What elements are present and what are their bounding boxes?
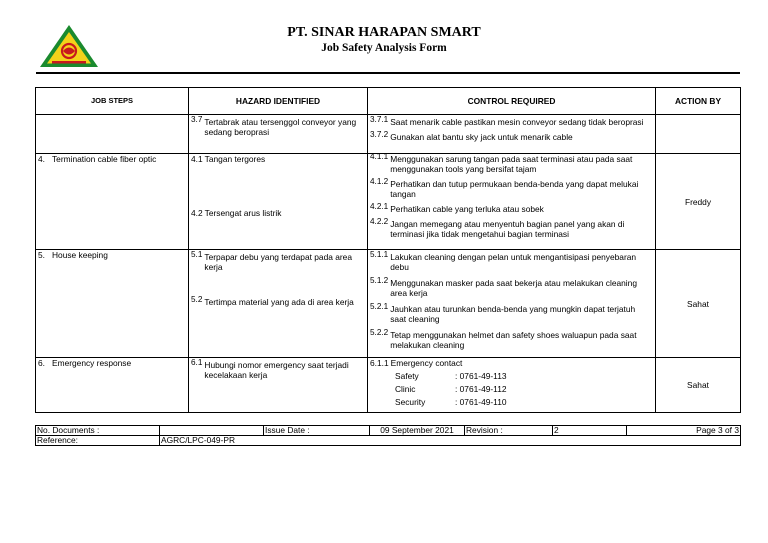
control-number: 3.7.2 (370, 130, 389, 139)
document-footer (35, 425, 741, 446)
job-step-cell (36, 154, 189, 250)
header-action-by: ACTION BY (656, 88, 741, 115)
control-item (370, 304, 653, 324)
step-text: Emergency response (52, 358, 132, 368)
hazard-cell (189, 154, 368, 250)
emergency-contact-clinic (370, 384, 653, 394)
control-number: 4.2.2 (370, 217, 389, 226)
header-divider (36, 72, 740, 74)
control-text: Jauhkan atau turunkan benda-benda yang mungkin dapat terjatuh saat cleaning (390, 304, 636, 324)
control-item (370, 358, 653, 368)
control-item (370, 330, 653, 350)
hazard-text: Tersengat arus listrik (204, 208, 282, 218)
emergency-contact-safety (370, 371, 653, 381)
hazard-item (191, 297, 365, 307)
header-hazard-identified: HAZARD IDENTIFIED (189, 88, 368, 115)
header-control-required: CONTROL REQUIRED (368, 88, 656, 115)
control-item (370, 132, 653, 142)
issue-date-label: Issue Date : (264, 426, 370, 436)
control-item (370, 278, 653, 298)
table-row (36, 250, 741, 358)
hazard-number: 6.1 (191, 358, 203, 367)
table-row (36, 358, 741, 413)
reference-value: AGRC/LPC-049-PR (160, 436, 741, 446)
page-number: Page 3 of 3 (627, 426, 741, 436)
action-by-cell (656, 115, 741, 154)
hazard-item (191, 154, 365, 164)
hazard-number: 5.1 (191, 250, 203, 259)
hazard-text: Tertabrak atau tersenggol conveyor yang sedang beroprasi (204, 117, 357, 137)
control-text: Tetap menggunakan helmet dan safety shoes waluapun pada saat melakukan cleaning (390, 330, 637, 350)
jsa-table (35, 87, 741, 413)
hazard-item (191, 360, 365, 380)
step-number: 4. (38, 154, 45, 164)
contact-value: : 0761-49-112 (455, 384, 507, 394)
control-text: Menggunakan masker pada saat bekerja atau melakukan cleaning area kerja (390, 278, 637, 298)
control-text: Perhatikan cable yang terluka atau sobek (390, 204, 544, 214)
job-step-cell (36, 115, 189, 154)
issue-date-value: 09 September 2021 (370, 426, 465, 436)
revision-label: Revision : (465, 426, 553, 436)
control-number: 4.1.1 (370, 152, 389, 161)
hazard-item (191, 252, 365, 272)
control-item (370, 204, 653, 214)
step-text: Termination cable fiber optic (52, 154, 157, 164)
contact-value: : 0761-49-110 (455, 397, 507, 407)
logo-base-band (52, 61, 86, 64)
hazard-cell (189, 358, 368, 413)
contact-value: : 0761-49-113 (455, 371, 507, 381)
hazard-text: Terpapar debu yang terdapat pada area kerja (204, 252, 352, 272)
company-name: PT. SINAR HARAPAN SMART (287, 25, 481, 40)
control-text: Emergency contact (390, 358, 463, 368)
job-step-cell (36, 358, 189, 413)
control-cell (368, 358, 656, 413)
control-number: 5.1.1 (370, 250, 389, 259)
hazard-cell (189, 250, 368, 358)
control-cell (368, 250, 656, 358)
control-text: Saat menarik cable pastikan mesin conveyor sedang tidak beroprasi (390, 117, 644, 127)
control-item (370, 179, 653, 199)
control-item (370, 252, 653, 272)
no-documents-value (160, 426, 264, 436)
table-header-row (36, 88, 741, 115)
hazard-number: 4.1 (191, 154, 203, 164)
job-step-cell (36, 250, 189, 358)
hazard-number: 5.2 (191, 295, 203, 304)
step-number: 5. (38, 250, 45, 260)
revision-value: 2 (553, 426, 627, 436)
hazard-text: Tangan tergores (204, 154, 266, 164)
step-text: House keeping (52, 250, 108, 260)
contact-label: Safety (395, 371, 419, 381)
reference-label: Reference: (36, 436, 160, 446)
control-cell (368, 115, 656, 154)
hazard-text: Hubungi nomor emergency saat terjadi kecelakaan kerja (204, 360, 349, 380)
control-item (370, 219, 653, 239)
hazard-cell (189, 115, 368, 154)
control-text: Gunakan alat bantu sky jack untuk menarik cable (390, 132, 573, 142)
table-row (36, 154, 741, 250)
no-documents-label: No. Documents : (36, 426, 160, 436)
hazard-item (191, 208, 365, 218)
control-number: 4.1.2 (370, 177, 389, 186)
contact-label: Security (395, 397, 426, 407)
contact-label: Clinic (395, 384, 416, 394)
control-item (370, 154, 653, 174)
control-number: 6.1.1 (370, 358, 389, 368)
control-cell (368, 154, 656, 250)
control-number: 3.7.1 (370, 115, 389, 124)
footer-row (36, 436, 741, 446)
hazard-number: 4.2 (191, 208, 203, 218)
header-job-steps: JOB STEPS (36, 88, 189, 115)
form-title: Job Safety Analysis Form (321, 42, 447, 54)
action-by-cell: Sahat (656, 358, 741, 413)
table-row (36, 115, 741, 154)
control-number: 5.1.2 (370, 276, 389, 285)
control-text: Menggunakan sarung tangan pada saat terminasi atau pada saat menggunakan tools yang bersifat tajam (390, 154, 633, 174)
hazard-number: 3.7 (191, 115, 203, 124)
step-number: 6. (38, 358, 45, 368)
emergency-contact-security (370, 397, 653, 407)
action-by-cell: Freddy (656, 154, 741, 250)
footer-row (36, 426, 741, 436)
control-number: 5.2.1 (370, 302, 389, 311)
control-text: Jangan memegang atau menyentuh bagian panel yang akan di terminasi jika tidak mengetahui bagian terminasi (390, 219, 625, 239)
control-number: 4.2.1 (370, 202, 389, 211)
control-text: Perhatikan dan tutup permukaan benda-benda yang dapat melukai tangan (390, 179, 639, 199)
control-number: 5.2.2 (370, 328, 389, 337)
action-by-cell: Sahat (656, 250, 741, 358)
control-text: Lakukan cleaning dengan pelan untuk mengantisipasi penyebaran debu (390, 252, 637, 272)
hazard-text: Tertimpa material yang ada di area kerja (204, 297, 354, 307)
control-item (370, 117, 653, 127)
hazard-item (191, 117, 365, 137)
